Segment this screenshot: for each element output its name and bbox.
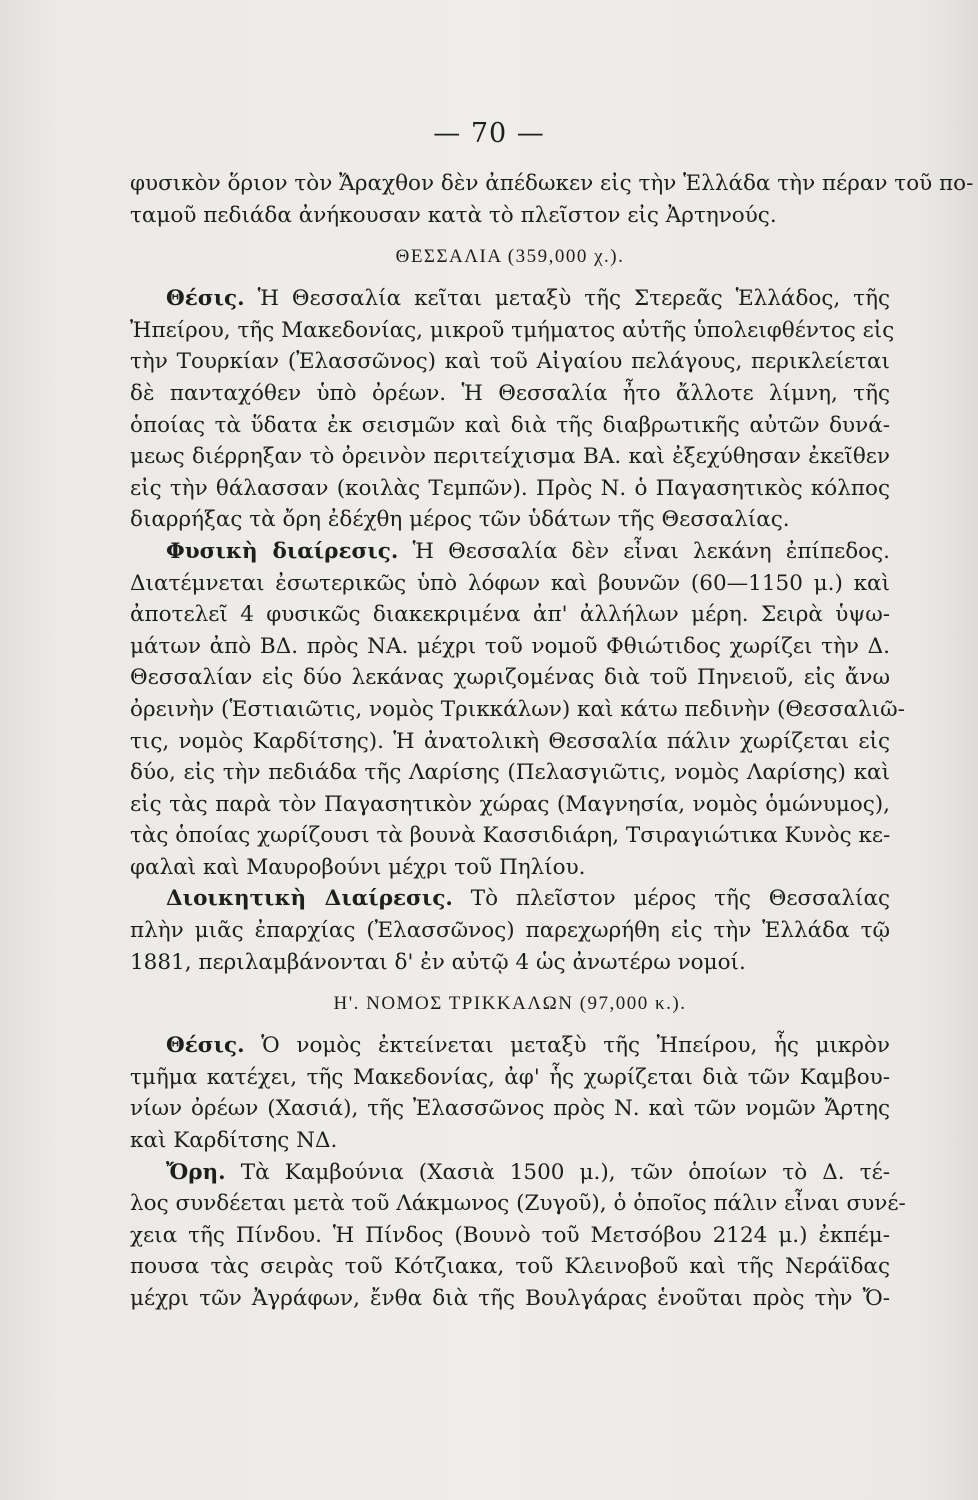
subheading-mountains: Ὄρη. bbox=[166, 1159, 226, 1185]
section-heading-thessalia: ΘΕΣΣΑΛΙΑ (359,000 χ.). bbox=[395, 246, 625, 268]
text-line: χεια τῆς Πίνδου. Ἡ Πίνδος (Βουνὸ τοῦ Μετσόβου 2124 μ.) ἐκπέμ- bbox=[130, 1222, 890, 1248]
text-line: Ἠπείρου, τῆς Μακεδονίας, μικροῦ τμήματος αὐτῆς ὑπολειφθέντος εἰς bbox=[130, 317, 895, 343]
text-line: διαρρήξας τὰ ὄρη ἐδέχθη μέρος τῶν ὑδάτων τῆς Θεσσαλίας. bbox=[130, 507, 790, 533]
text-line: καὶ Καρδίτσης ΝΔ. bbox=[130, 1128, 338, 1154]
text-line: ἀποτελεῖ 4 φυσικῶς διακεκριμένα ἀπ' ἀλλήλων μέρη. Σειρὰ ὑψω- bbox=[130, 602, 890, 628]
text-line bbox=[130, 1157, 890, 1189]
text-line: μάτων ἀπὸ ΒΔ. πρὸς ΝΑ. μέχρι τοῦ νομοῦ Φθιώτιδος χωρίζει τὴν Δ. bbox=[130, 633, 890, 659]
subheading-physical-division: Φυσικὴ διαίρεσις. bbox=[166, 538, 399, 564]
text-line: Διατέμνεται ἐσωτερικῶς ὑπὸ λόφων καὶ βουνῶν (60—1150 μ.) καὶ bbox=[130, 570, 890, 596]
text-line: λος συνδέεται μετὰ τοῦ Λάκμωνος (Ζυγοῦ), ὁ ὁποῖος πάλιν εἶναι συνέ- bbox=[130, 1191, 906, 1217]
text-line: μεως διέρρηξαν τὸ ὀρεινὸν περιτείχισμα ΒΑ. καὶ ἐξεχύθησαν ἐκεῖθεν bbox=[130, 444, 890, 470]
text-line: τὴν Τουρκίαν (Ἐλασσῶνος) καὶ τοῦ Αἰγαίου πελάγους, περικλείεται bbox=[130, 349, 890, 375]
text-line: πουσα τὰς σειρὰς τοῦ Κότζιακα, τοῦ Κλεινοβοῦ καὶ τῆς Νεράϊδας bbox=[130, 1254, 890, 1280]
text-line: ταμοῦ πεδιάδα ἀνήκουσαν κατὰ τὸ πλεῖστον εἰς Ἀρτηνούς. bbox=[130, 202, 777, 228]
text-line bbox=[130, 883, 890, 915]
text-line: εἰς τὴν θάλασσαν (κοιλὰς Τεμπῶν). Πρὸς Ν. ὁ Παγασητικὸς κόλπος bbox=[130, 475, 890, 501]
text-line: φαλαὶ καὶ Μαυροβούνι μέχρι τοῦ Πηλίου. bbox=[130, 854, 586, 880]
text-line: νίων ὀρέων (Χασιά), τῆς Ἐλασσῶνος πρὸς Ν. καὶ τῶν νομῶν Ἄρτης bbox=[130, 1096, 890, 1122]
subheading-thesis: Θέσις. bbox=[166, 1033, 245, 1059]
text-line: δὲ πανταχόθεν ὑπὸ ὀρέων. Ἡ Θεσσαλία ἦτο ἄλλοτε λίμνη, τῆς bbox=[130, 380, 890, 406]
text-line: μέχρι τῶν Ἀγράφων, ἔνθα διὰ τῆς Βουλγάρας ἑνοῦται πρὸς τὴν Ὄ- bbox=[130, 1286, 890, 1311]
text-line: ὁποίας τὰ ὕδατα ἐκ σεισμῶν καὶ διὰ τῆς διαβρωτικῆς αὐτῶν δυνά- bbox=[130, 412, 890, 438]
page-number: — 70 — bbox=[433, 118, 545, 149]
subheading-administrative-division: Διοικητικὴ Διαίρεσις. bbox=[166, 886, 453, 912]
text-line: 1881, περιλαμβάνονται δ' ἐν αὐτῷ 4 ὡς ἀνωτέρω νομοί. bbox=[130, 949, 746, 975]
text-line: τὰς ὁποίας χωρίζουσι τὰ βουνὰ Κασσιδιάρη, Τσιραγιώτικα Κυνὸς κε- bbox=[130, 823, 891, 849]
text-line: ὀρεινὴν (Ἑστιαιῶτις, νομὸς Τρικκάλων) καὶ κάτω πεδινὴν (Θεσσαλιῶ- bbox=[130, 696, 905, 722]
subheading-thesis: Θέσις. bbox=[166, 286, 245, 312]
text-span: Τὸ πλεῖστον μέρος τῆς Θεσσαλίας bbox=[470, 886, 890, 912]
page-body bbox=[130, 168, 974, 1315]
text-span: Ὁ νομὸς ἐκτείνεται μεταξὺ τῆς Ἠπείρου, ἧς μικρὸν bbox=[261, 1033, 890, 1059]
text-line bbox=[130, 536, 890, 568]
text-line bbox=[130, 283, 890, 315]
text-span: Ἡ Θεσσαλία δὲν εἶναι λεκάνη ἐπίπεδος. bbox=[412, 538, 890, 564]
text-line: τμῆμα κατέχει, τῆς Μακεδονίας, ἀφ' ἧς χωρίζεται διὰ τῶν Καμβου- bbox=[130, 1064, 890, 1090]
text-line: εἰς τὰς παρὰ τὸν Παγασητικὸν χώρας (Μαγνησία, νομὸς ὁμώνυμος), bbox=[130, 791, 890, 817]
section-heading-nomos-trikkalon: Η'. ΝΟΜΟΣ ΤΡΙΚΚΑΛΩΝ (97,000 κ.). bbox=[333, 993, 687, 1015]
text-line: τις, νομὸς Καρδίτσης). Ἡ ἀνατολικὴ Θεσσαλία πάλιν χωρίζεται εἰς bbox=[130, 728, 890, 754]
text-span: Τὰ Καμβούνια (Χασιὰ 1500 μ.), τῶν ὁποίων τὸ Δ. τέ- bbox=[240, 1159, 890, 1185]
text-line: Θεσσαλίαν εἰς δύο λεκάνας χωριζομένας διὰ τοῦ Πηνειοῦ, εἰς ἄνω bbox=[130, 665, 890, 691]
text-line: φυσικὸν ὅριον τὸν Ἄραχθον δὲν ἀπέδωκεν εἰς τὴν Ἑλλάδα τὴν πέραν τοῦ πο- bbox=[130, 171, 974, 196]
text-line: δύο, εἰς τὴν πεδιάδα τῆς Λαρίσης (Πελασγιῶτις, νομὸς Λαρίσης) καὶ bbox=[130, 760, 890, 786]
text-span: Ἡ Θεσσαλία κεῖται μεταξὺ τῆς Στερεᾶς Ἑλλάδος, τῆς bbox=[257, 286, 890, 312]
text-line: πλὴν μιᾶς ἐπαρχίας (Ἐλασσῶνος) παρεχωρήθη εἰς τὴν Ἑλλάδα τῷ bbox=[130, 918, 890, 944]
text-line bbox=[130, 1030, 890, 1062]
